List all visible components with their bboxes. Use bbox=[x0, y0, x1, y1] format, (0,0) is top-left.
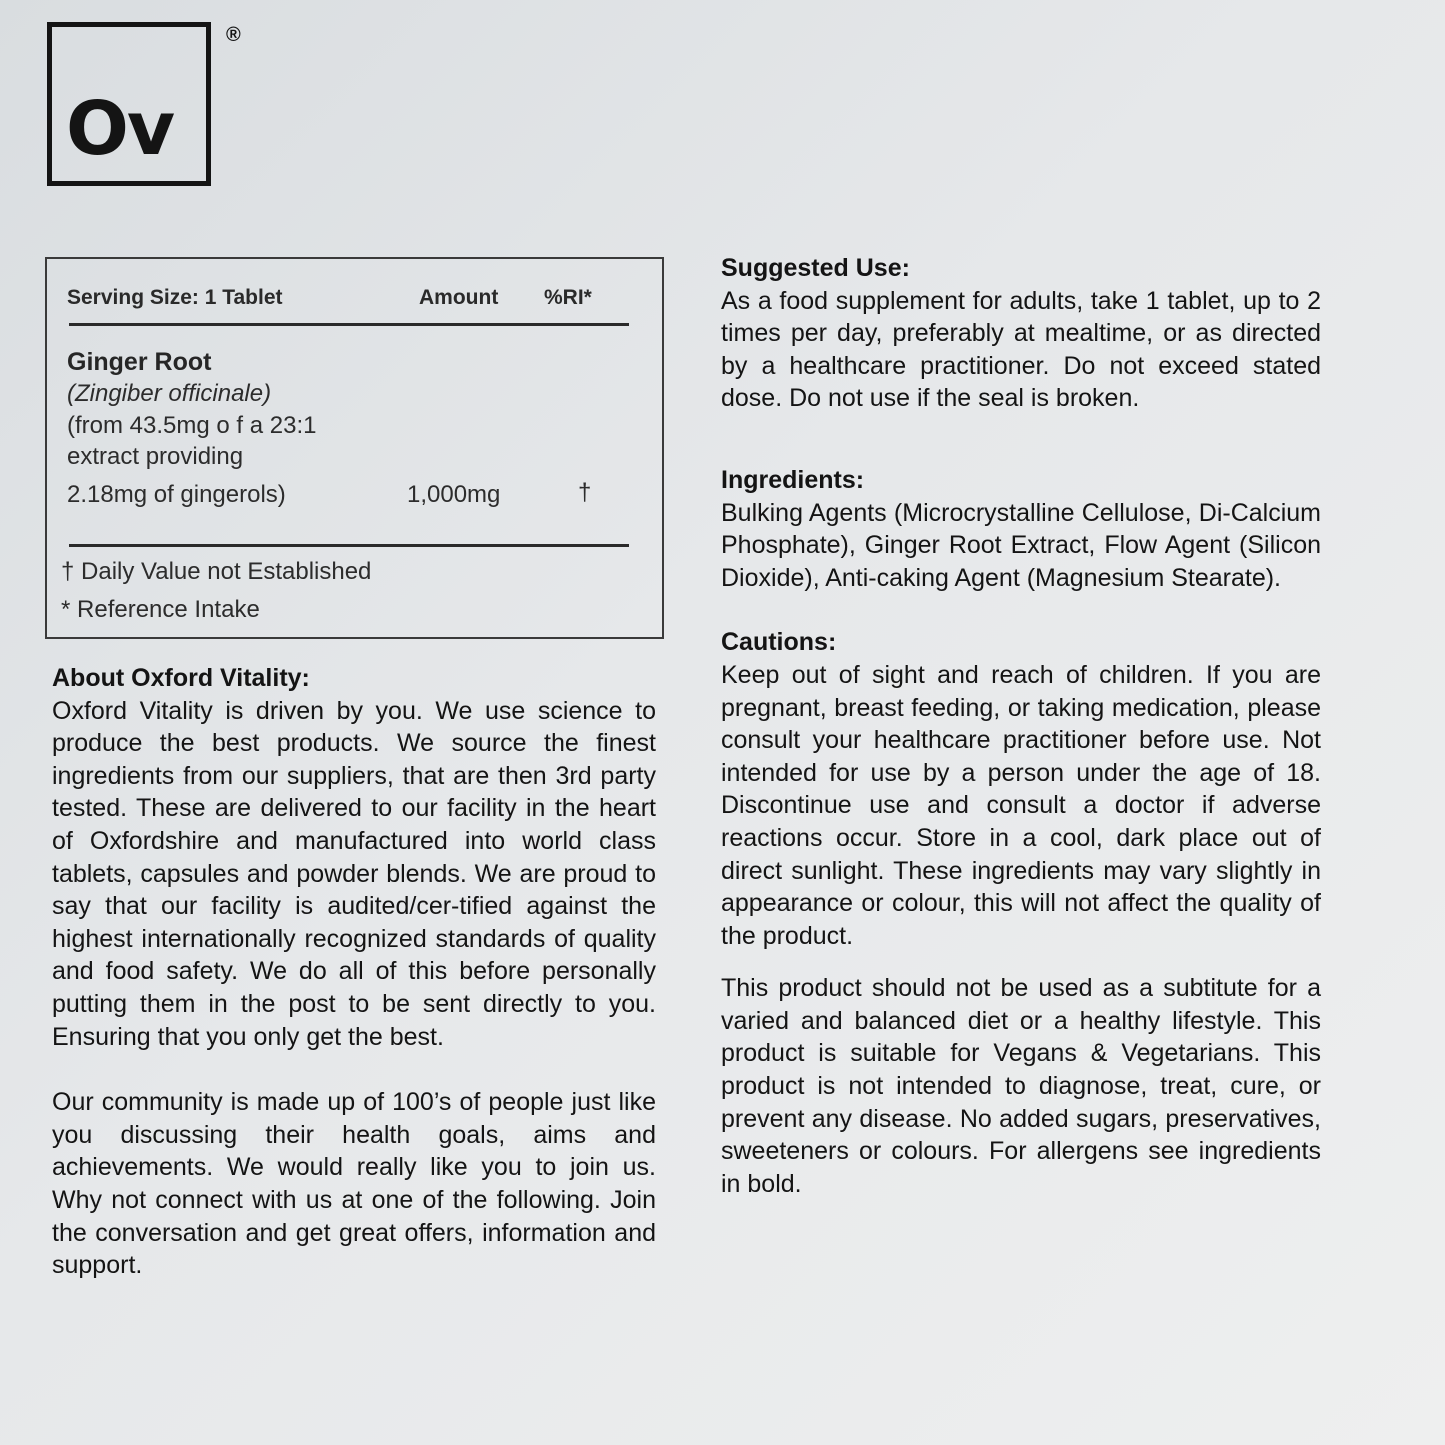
logo-text: Ov bbox=[66, 86, 174, 172]
ingredients-text: Bulking Agents (Microcrystalline Cellulose, Di-Calcium Phosphate), Ginger Root Extract, Flow Agent (Silicon Dioxide), Anti-caking Agent (Magnesium Stearate). bbox=[721, 498, 1321, 592]
footer-divider bbox=[69, 544, 629, 547]
serving-size-header: Serving Size: 1 Tablet bbox=[67, 286, 283, 309]
footnote-reference-intake: * Reference Intake bbox=[61, 596, 260, 623]
footnote-daily-value: † Daily Value not Established bbox=[61, 558, 372, 585]
ingredients-title: Ingredients: bbox=[721, 465, 865, 494]
ingredient-ri: † bbox=[578, 479, 592, 506]
product-info-column bbox=[721, 252, 1321, 1200]
cautions-text: Keep out of sight and reach of children. If you are pregnant, breast feeding, or taking medication, please consult your healthcare practitioner before use. Not intended for use by a person under the age of 18. Discontinue use and consult a doctor if adverse reactions occur. Store in a cool, dark place out of direct sunlight. These ingredients may vary slightly in appearance or colour, this will not affect the quality of the product. bbox=[721, 660, 1321, 950]
ingredient-detail-1: (from 43.5mg o f a 23:1 bbox=[67, 412, 317, 439]
ri-header: %RI* bbox=[544, 286, 592, 309]
about-section bbox=[52, 662, 656, 1282]
amount-header: Amount bbox=[419, 286, 499, 309]
cautions-title: Cautions: bbox=[721, 628, 837, 657]
header-divider bbox=[69, 323, 629, 326]
about-paragraph-1: Oxford Vitality is driven by you. We use science to produce the best products. We source the finest ingredients from our suppliers, that are then 3rd party tested. These are delivered to our facility in the heart of Oxfordshire and manufactured into world class tablets, capsules and powder blends. We are proud to say that our facility is audited/cer-tified against the highest internationally recognized standards of quality and food safety. We do all of this before personally putting them in the post to be sent directly to you. Ensuring that you only get the best. bbox=[52, 696, 656, 1051]
ingredient-detail-3: 2.18mg of gingerols) bbox=[67, 481, 286, 508]
ingredient-latin-name: (Zingiber officinale) bbox=[67, 380, 272, 407]
ingredient-name: Ginger Root bbox=[67, 348, 212, 376]
ingredient-amount: 1,000mg bbox=[407, 481, 501, 508]
ingredient-detail-2: extract providing bbox=[67, 443, 244, 470]
about-title: About Oxford Vitality: bbox=[52, 664, 310, 692]
registered-mark: ® bbox=[226, 24, 241, 46]
supplement-facts-box bbox=[45, 257, 664, 639]
suggested-use-title: Suggested Use: bbox=[721, 254, 910, 282]
brand-logo bbox=[47, 22, 211, 186]
disclaimer-text: This product should not be used as a subtitute for a varied and balanced diet or a healthy lifestyle. This product is suitable for Vegans & Vegetarians. This product is not intended to diagnose, treat, cure, or prevent any disease. No added sugars, preservatives, sweeteners or colours. For allergens see ingredients in bold. bbox=[721, 974, 1321, 1198]
suggested-use-text: As a food supplement for adults, take 1 tablet, up to 2 times per day, preferably at mealtime, or as directed by a healthcare practitioner. Do not exceed stated dose. Do not use if the seal is broken. bbox=[721, 286, 1321, 413]
about-paragraph-2: Our community is made up of 100’s of people just like you discussing their health goals, aims and achievements. We would really like you to join us. Why not connect with us at one of the following. Join the conversation and get great offers, information and support. bbox=[52, 1088, 656, 1280]
